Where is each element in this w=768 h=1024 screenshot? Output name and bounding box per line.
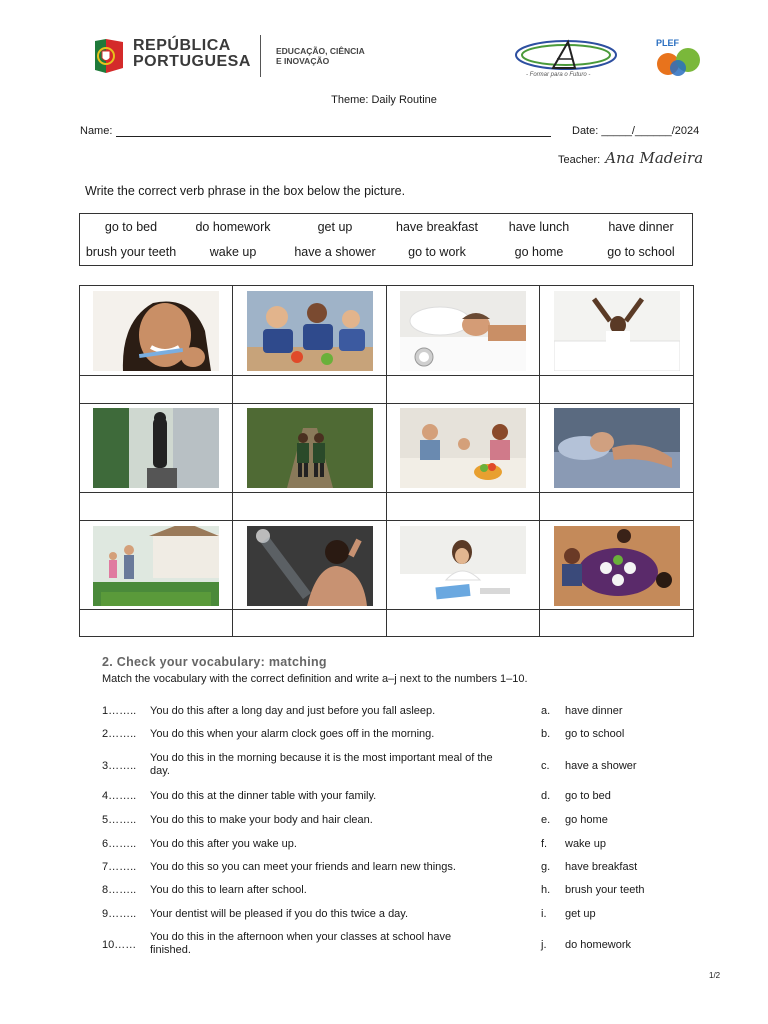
match-definition: You do this after a long day and just before you fall asleep. <box>150 705 436 717</box>
picture-grid <box>79 285 694 637</box>
match-option: have breakfast <box>565 861 638 873</box>
match-number[interactable]: 10…… <box>102 939 137 951</box>
section-2-instruction: Match the vocabulary with the correct definition and write a–j next to the numbers 1–10. <box>102 673 528 685</box>
match-number[interactable]: 2…….. <box>102 728 137 740</box>
match-letter: g. <box>541 861 551 873</box>
picture-cell <box>540 521 694 610</box>
match-option: wake up <box>565 838 606 850</box>
ministry-name: EDUCAÇÃO, CIÊNCIA E INOVAÇÃO <box>276 46 365 66</box>
word-bank-item: do homework <box>195 220 271 234</box>
match-letter: b. <box>541 728 551 740</box>
match-letter: j. <box>541 939 547 951</box>
match-definition: You do this in the afternoon when your classes at school have finished. <box>150 931 452 956</box>
answer-box[interactable] <box>233 493 387 521</box>
man-waking-alarm-image <box>400 291 526 371</box>
school-motto: - Formar para o Futuro - <box>526 72 591 78</box>
family-having-breakfast-image <box>400 408 526 488</box>
word-bank-item: go to school <box>607 245 675 259</box>
match-definition: Your dentist will be pleased if you do this twice a day. <box>150 908 409 920</box>
page-number: 1/2 <box>709 971 721 980</box>
match-definition: You do this to make your body and hair clean. <box>150 814 373 826</box>
match-definition: You do this at the dinner table with your family. <box>150 790 377 802</box>
family-having-dinner-image <box>554 526 680 606</box>
match-number[interactable]: 9…….. <box>102 908 137 920</box>
answer-box[interactable] <box>233 376 387 404</box>
picture-cell <box>540 286 694 376</box>
picture-cell <box>80 286 233 376</box>
header-divider <box>260 35 261 77</box>
answer-box[interactable] <box>233 610 387 636</box>
man-having-shower-image <box>247 526 373 606</box>
match-definition: You do this in the morning because it is the most important meal of the day. <box>150 752 493 777</box>
word-bank-item: have breakfast <box>396 220 478 234</box>
picture-cell <box>387 404 540 493</box>
match-number[interactable]: 6…….. <box>102 838 137 850</box>
girl-doing-homework-image <box>400 526 526 606</box>
match-option: go home <box>565 814 608 826</box>
family-going-home-image <box>93 526 219 606</box>
match-number[interactable]: 4…….. <box>102 790 137 802</box>
answer-box[interactable] <box>540 376 694 404</box>
picture-cell <box>80 521 233 610</box>
picture-cell <box>387 521 540 610</box>
answer-box[interactable] <box>540 493 694 521</box>
word-bank-item: go to work <box>408 245 466 259</box>
match-number[interactable]: 8…….. <box>102 884 137 896</box>
match-option: brush your teeth <box>565 884 645 896</box>
answer-box[interactable] <box>387 376 540 404</box>
teacher-label: Teacher: <box>558 154 601 166</box>
word-bank-item: go to bed <box>104 220 158 234</box>
word-bank-item: brush your teeth <box>85 245 177 259</box>
match-definition: You do this so you can meet your friends and learn new things. <box>150 861 456 873</box>
match-option: have dinner <box>565 705 623 717</box>
government-title: REPÚBLICA PORTUGUESA <box>133 37 251 70</box>
answer-box[interactable] <box>80 376 233 404</box>
match-letter: e. <box>541 814 551 826</box>
worksheet-theme: Theme: Daily Routine <box>331 94 437 106</box>
match-number[interactable]: 3…….. <box>102 760 137 772</box>
word-bank-item: have a shower <box>294 245 376 259</box>
word-bank <box>79 213 693 266</box>
match-letter: f. <box>541 838 548 850</box>
word-bank-item: wake up <box>209 245 257 259</box>
kids-going-to-school-image <box>247 408 373 488</box>
match-letter: c. <box>541 760 550 772</box>
teacher-line <box>558 149 703 167</box>
answer-box[interactable] <box>80 610 233 636</box>
match-option: go to school <box>565 728 625 740</box>
picture-cell <box>233 521 387 610</box>
picture-cell <box>387 286 540 376</box>
picture-cell <box>80 404 233 493</box>
date-field[interactable]: Date: _____/______/2024 <box>572 125 700 137</box>
match-letter: i. <box>541 908 547 920</box>
word-bank-row-2 <box>80 245 692 259</box>
match-letter: a. <box>541 705 551 717</box>
portugal-flag-emblem-icon <box>93 37 125 75</box>
picture-cell <box>233 286 387 376</box>
kids-having-lunch-image <box>247 291 373 371</box>
match-definition: You do this when your alarm clock goes off in the morning. <box>150 728 435 740</box>
name-line[interactable] <box>116 125 551 137</box>
match-option: get up <box>565 908 596 920</box>
picture-cell <box>233 404 387 493</box>
match-number[interactable]: 5…….. <box>102 814 137 826</box>
name-field[interactable] <box>80 125 551 137</box>
word-bank-row-1 <box>80 220 692 234</box>
name-label: Name: <box>80 125 113 137</box>
word-bank-item: have dinner <box>608 220 674 234</box>
word-bank-item: go home <box>514 245 564 259</box>
word-bank-item: get up <box>317 220 353 234</box>
match-number[interactable]: 7…….. <box>102 861 137 873</box>
answer-box[interactable] <box>80 493 233 521</box>
man-going-to-work-image <box>93 408 219 488</box>
plef-logo-icon <box>652 38 706 80</box>
word-bank-item: have lunch <box>508 220 570 234</box>
man-sleeping-image <box>554 408 680 488</box>
match-definition: You do this after you wake up. <box>150 838 297 850</box>
match-option: go to bed <box>565 790 611 802</box>
girl-brushing-teeth-image <box>93 291 219 371</box>
section-2-title: 2. Check your vocabulary: matching <box>102 655 327 669</box>
answer-box[interactable] <box>540 610 694 636</box>
exercise-1-instruction: Write the correct verb phrase in the box below the picture. <box>85 184 406 198</box>
answer-box[interactable] <box>387 610 540 636</box>
match-option: do homework <box>565 939 632 951</box>
match-number[interactable]: 1…….. <box>102 705 137 717</box>
woman-stretching-in-bed-image <box>554 291 680 371</box>
picture-cell <box>540 404 694 493</box>
plef-text: PLEF <box>656 38 680 48</box>
match-letter: h. <box>541 884 551 896</box>
match-option: have a shower <box>565 760 637 772</box>
answer-box[interactable] <box>387 493 540 521</box>
match-letter: d. <box>541 790 551 802</box>
teacher-name: Ana Madeira <box>605 149 704 167</box>
match-definition: You do this to learn after school. <box>150 884 307 896</box>
